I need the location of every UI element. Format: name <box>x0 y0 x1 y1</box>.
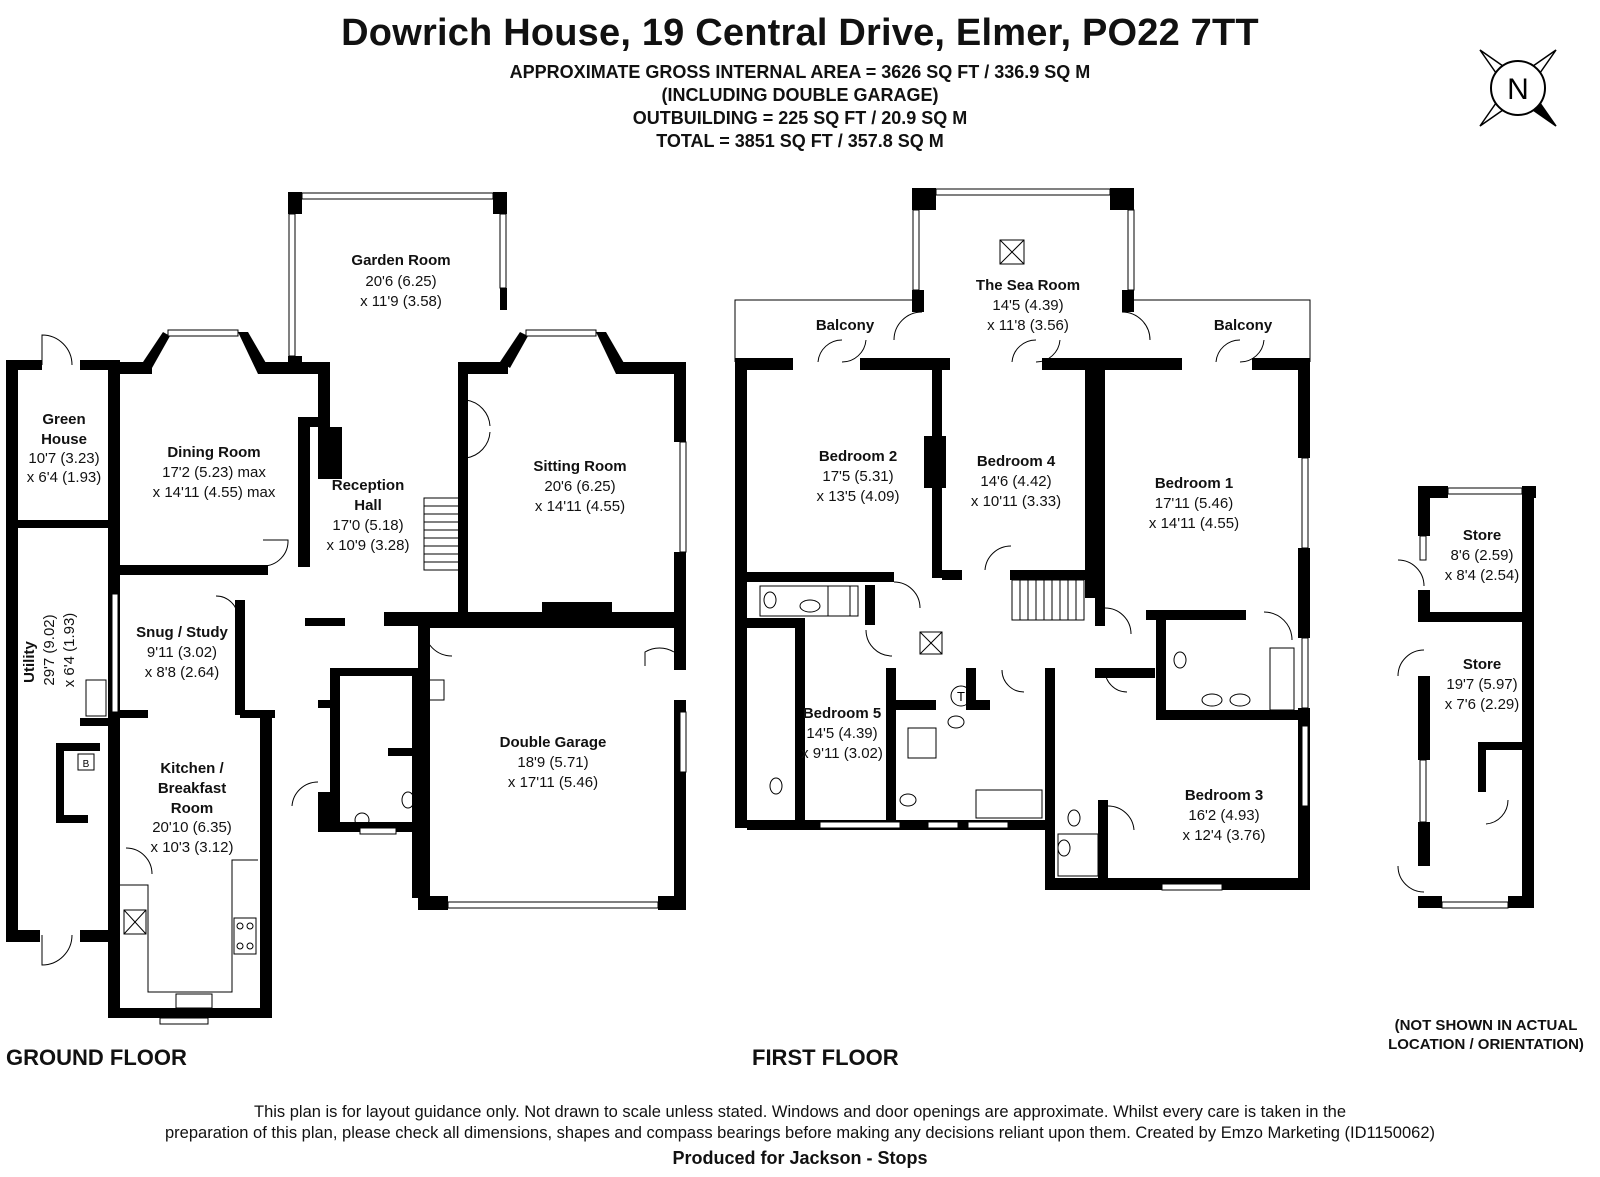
balcony-east-label: Balcony <box>1213 317 1273 334</box>
svg-text:Store: Store <box>1462 656 1502 673</box>
svg-text:Double Garage: Double Garage <box>499 734 607 751</box>
svg-text:Bedroom 3: Bedroom 3 <box>1184 787 1264 804</box>
svg-text:Store: Store <box>1462 527 1502 544</box>
svg-text:x 11'9 (3.58): x 11'9 (3.58) <box>360 293 442 310</box>
svg-text:14'6 (4.42): 14'6 (4.42) <box>980 473 1052 490</box>
svg-text:x 14'11 (4.55): x 14'11 (4.55) <box>1148 515 1240 532</box>
bedroom-1-label <box>1149 475 1239 532</box>
kitchen-label <box>151 760 234 856</box>
svg-text:x 12'4 (3.76): x 12'4 (3.76) <box>1182 827 1266 844</box>
svg-text:Breakfast: Breakfast <box>157 780 227 797</box>
svg-text:17'0 (5.18): 17'0 (5.18) <box>332 517 404 534</box>
svg-text:Dining Room: Dining Room <box>167 444 261 461</box>
tank-mark: T <box>957 689 965 704</box>
svg-text:9'11 (3.02): 9'11 (3.02) <box>146 644 218 661</box>
svg-text:House: House <box>41 431 87 448</box>
produced-for: Produced for Jackson - Stops <box>672 1148 928 1168</box>
outbuilding-area-line: OUTBUILDING = 225 SQ FT / 20.9 SQ M <box>632 108 968 128</box>
svg-text:The Sea Room: The Sea Room <box>975 277 1081 294</box>
disclaimer-line-1: This plan is for layout guidance only. Not drawn to scale unless stated. Windows and door openings are approximate. Whilst every care is taken in the <box>253 1103 1346 1121</box>
dining-room-label <box>153 444 276 501</box>
svg-text:17'2 (5.23) max: 17'2 (5.23) max <box>162 464 266 481</box>
svg-text:19'7 (5.97): 19'7 (5.97) <box>1446 676 1518 693</box>
gross-area-line: APPROXIMATE GROSS INTERNAL AREA = 3626 SQ FT / 336.9 SQ M <box>509 62 1091 82</box>
ground-floor-walls <box>6 192 686 1018</box>
svg-text:Bedroom 4: Bedroom 4 <box>976 453 1056 470</box>
sitting-room-label <box>533 458 626 515</box>
svg-text:x 7'6 (2.29): x 7'6 (2.29) <box>1444 696 1520 713</box>
store-large-label <box>1445 656 1520 713</box>
outbuilding-note <box>1376 1016 1596 1054</box>
compass-rose-icon <box>1480 50 1556 126</box>
svg-text:14'5 (4.39): 14'5 (4.39) <box>806 725 878 742</box>
svg-text:20'6 (6.25): 20'6 (6.25) <box>544 478 616 495</box>
ground-floor-fixtures <box>42 335 674 1024</box>
utility-dimensions-2 <box>61 613 78 688</box>
svg-text:Snug / Study: Snug / Study <box>136 624 228 641</box>
ground-floor-label: GROUND FLOOR <box>6 1045 187 1070</box>
boiler-mark: B <box>82 759 90 770</box>
green-house-label <box>27 411 102 486</box>
bedroom-3-label <box>1183 787 1266 844</box>
svg-text:Green: Green <box>42 411 86 428</box>
outbuilding-note-line-1: (NOT SHOWN IN ACTUAL <box>1394 1017 1578 1034</box>
garage-note-line: (INCLUDING DOUBLE GARAGE) <box>661 85 939 105</box>
svg-text:x 10'3 (3.12): x 10'3 (3.12) <box>150 839 234 856</box>
svg-text:Sitting Room: Sitting Room <box>533 458 627 475</box>
svg-text:x 8'8 (2.64): x 8'8 (2.64) <box>144 664 220 681</box>
svg-text:x 10'11 (3.33): x 10'11 (3.33) <box>970 493 1062 510</box>
compass-north-letter: N <box>1507 73 1529 106</box>
utility-label <box>21 641 38 683</box>
svg-text:x 6'4 (1.93): x 6'4 (1.93) <box>26 469 102 486</box>
svg-text:17'11 (5.46): 17'11 (5.46) <box>1154 495 1234 512</box>
svg-text:Bedroom 1: Bedroom 1 <box>1154 475 1234 492</box>
svg-text:10'7 (3.23): 10'7 (3.23) <box>28 450 100 467</box>
svg-text:x 13'5 (4.09): x 13'5 (4.09) <box>816 488 900 505</box>
reception-hall-label <box>327 477 410 554</box>
svg-text:14'5 (4.39): 14'5 (4.39) <box>992 297 1064 314</box>
sea-room-label <box>976 277 1080 334</box>
utility-dimensions <box>41 614 58 685</box>
store-small-label <box>1445 527 1520 584</box>
svg-text:x 14'11 (4.55) max: x 14'11 (4.55) max <box>152 484 276 501</box>
balcony-west-label: Balcony <box>815 317 875 334</box>
svg-text:16'2 (4.93): 16'2 (4.93) <box>1188 807 1260 824</box>
disclaimer <box>0 1102 1600 1144</box>
bedroom-2-label <box>817 448 900 505</box>
garden-room-label <box>351 252 450 310</box>
bedroom-4-label <box>971 453 1061 510</box>
svg-text:x 8'4 (2.54): x 8'4 (2.54) <box>1444 567 1520 584</box>
svg-text:x 9'11 (3.02): x 9'11 (3.02) <box>801 745 883 762</box>
svg-text:Room: Room <box>170 800 214 817</box>
svg-text:x 10'9 (3.28): x 10'9 (3.28) <box>326 537 410 554</box>
total-area-line: TOTAL = 3851 SQ FT / 357.8 SQ M <box>656 131 944 151</box>
svg-text:Garden Room: Garden Room <box>351 252 451 269</box>
svg-text:Hall: Hall <box>354 497 382 514</box>
bedroom-5-label <box>801 705 883 762</box>
svg-text:17'5 (5.31): 17'5 (5.31) <box>822 468 894 485</box>
snug-study-label <box>136 624 228 681</box>
svg-text:Bedroom 5: Bedroom 5 <box>802 705 882 722</box>
svg-text:x 14'11 (4.55): x 14'11 (4.55) <box>534 498 626 515</box>
disclaimer-line-2: preparation of this plan, please check all dimensions, shapes and compass bearings before making any decisions reliant upon them. Created by Emzo Marketing (ID1150062) <box>165 1124 1435 1142</box>
svg-text:20'6 (6.25): 20'6 (6.25) <box>365 273 437 290</box>
svg-text:8'6 (2.59): 8'6 (2.59) <box>1450 547 1514 564</box>
svg-text:Bedroom 2: Bedroom 2 <box>818 448 898 465</box>
svg-text:Reception: Reception <box>331 477 405 494</box>
first-floor-label: FIRST FLOOR <box>752 1045 899 1070</box>
svg-text:x 17'11 (5.46): x 17'11 (5.46) <box>507 774 599 791</box>
svg-text:20'10 (6.35): 20'10 (6.35) <box>152 819 232 836</box>
plan-title: Dowrich House, 19 Central Drive, Elmer, PO22 7TT <box>341 12 1259 54</box>
svg-text:Utility: Utility <box>21 641 38 683</box>
svg-text:x 6'4 (1.93): x 6'4 (1.93) <box>61 612 78 688</box>
svg-text:29'7 (9.02): 29'7 (9.02) <box>41 614 58 686</box>
svg-text:Kitchen /: Kitchen / <box>160 760 224 777</box>
outbuilding-note-line-2: LOCATION / ORIENTATION) <box>1388 1036 1584 1053</box>
svg-text:x 11'8 (3.56): x 11'8 (3.56) <box>987 317 1069 334</box>
double-garage-label <box>500 734 607 791</box>
svg-text:18'9 (5.71): 18'9 (5.71) <box>517 754 589 771</box>
